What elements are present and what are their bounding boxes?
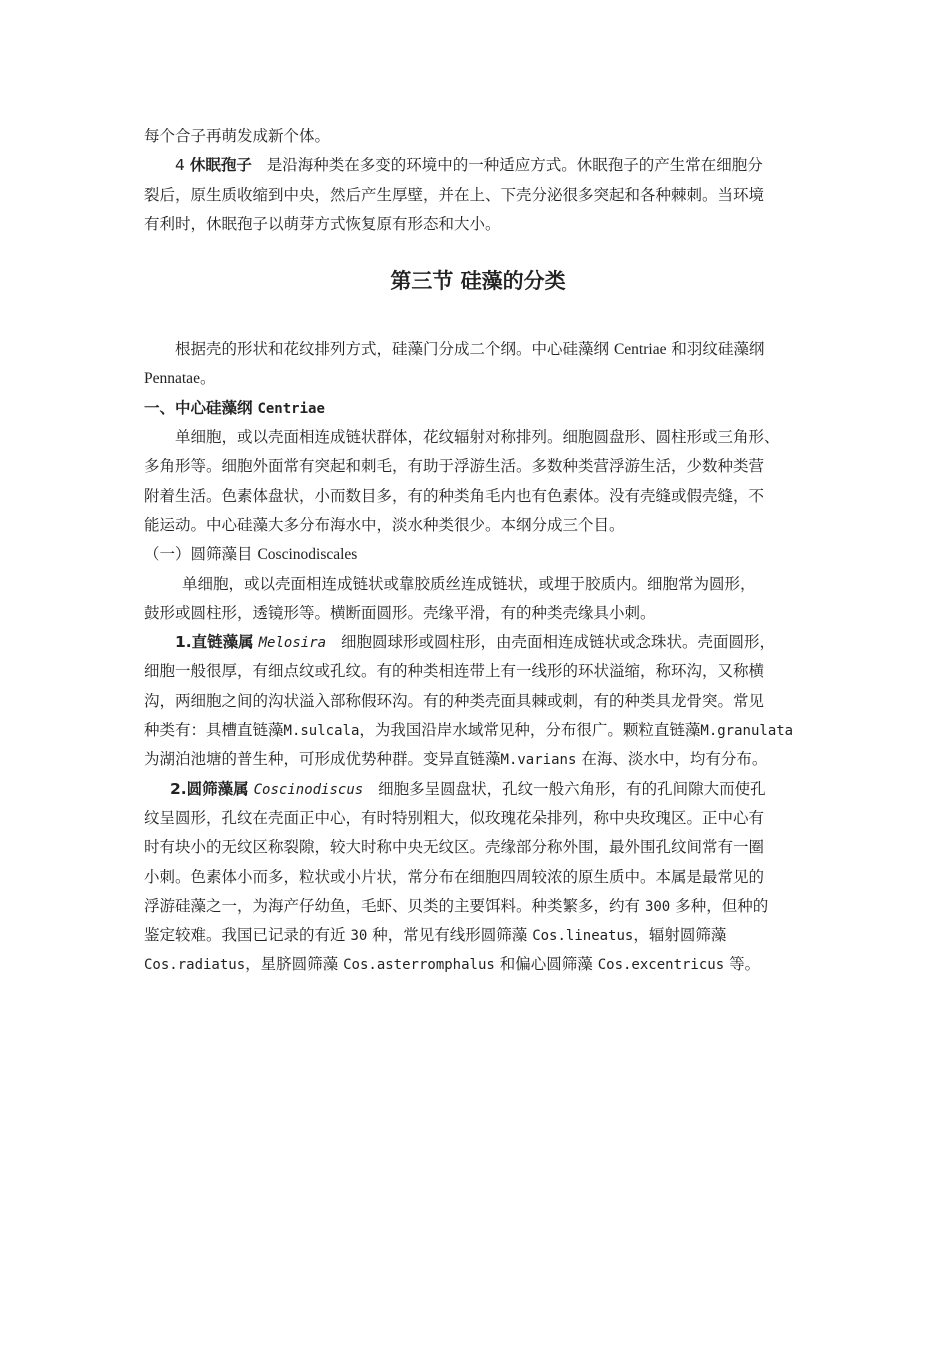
paragraph-line — [144, 210, 812, 239]
body-text: 纹呈圆形，孔纹在壳面正中心，有时特别粗大，似玫瑰花朵排列，称中央玫瑰区。正中心有 — [144, 808, 765, 827]
paragraph-line — [144, 921, 812, 950]
body-text: 浮游硅藻之一，为海产仔幼鱼，毛虾、贝类的主要饵料。种类繁多，约有 — [144, 896, 641, 915]
genus-latin: Coscinodiscus — [253, 781, 364, 798]
body-text: 单细胞，或以壳面相连成链状群体，花纹辐射对称排列。细胞圆盘形、圆柱形或三角形、 — [175, 428, 780, 447]
paragraph-line — [144, 687, 812, 716]
item-number: 4 — [175, 156, 185, 175]
paragraph-line — [144, 570, 812, 599]
paragraph-line — [144, 452, 812, 481]
heading-latin: Coscinodiscales — [257, 546, 358, 564]
body-text: 细胞多呈圆盘状，孔纹一般六角形，有的孔间隙大而使孔 — [378, 779, 766, 798]
paragraph-line — [144, 863, 812, 892]
body-text: 裂后，原生质收缩到中央，然后产生厚壁，并在上、下壳分泌很多突起和各种棘刺。当环境 — [144, 185, 765, 204]
body-text: 时有块小的无纹区称裂隙，较大时称中央无纹区。壳缘部分称外围，最外围孔纹间常有一圈 — [144, 838, 765, 857]
body-text: 附着生活。色素体盘状，小而数目多，有的种类角毛内也有色素体。没有壳缝或假壳缝，不 — [144, 486, 765, 505]
paragraph-line — [144, 599, 812, 628]
species-name: M.sulcala — [283, 723, 360, 740]
section-title — [144, 265, 812, 297]
body-text: 为湖泊池塘的普生种，可形成优势种群。变异直链藻 — [144, 750, 501, 769]
body-text: 等。 — [729, 955, 761, 974]
body-text: 种，常见有线形圆筛藻 — [372, 926, 528, 945]
body-text: 和羽纹硅藻纲 — [671, 340, 765, 359]
body-text: ，辐射圆筛藻 — [633, 926, 727, 945]
body-text: 细胞一般很厚，有细点纹或孔纹。有的种类相连带上有一线形的环状溢缩，称环沟，又称横 — [144, 662, 765, 681]
body-text: 沟，两细胞之间的沟状溢入部称假环沟。有的种类壳面具棘或刺，有的种类具龙骨突。常见 — [144, 691, 765, 710]
paragraph-line — [144, 181, 812, 210]
body-text: 根据壳的形状和花纹排列方式，硅藻门分成二个纲。中心硅藻纲 — [175, 340, 610, 359]
latin-name: Pennatae — [144, 370, 200, 388]
body-text: 细胞圆球形或圆柱形，由壳面相连成链状或念珠状。壳面圆形， — [341, 633, 776, 652]
paragraph-line — [144, 423, 812, 452]
species-name: Cos.lineatus — [532, 928, 634, 945]
body-text: 多角形等。细胞外面常有突起和刺毛，有助于浮游生活。多数种类营浮游生活，少数种类营 — [144, 457, 765, 476]
paragraph-line — [144, 657, 812, 686]
paragraph-line — [144, 482, 812, 511]
body-text: 。 — [199, 369, 216, 388]
paragraph-line — [144, 716, 812, 745]
paragraph-line — [144, 335, 812, 364]
body-text: 每个合子再萌发成新个体。 — [144, 127, 331, 145]
body-text: 有利时，休眠孢子以萌芽方式恢复原有形态和大小。 — [144, 214, 501, 233]
body-text: ，为我国沿岸水域常见种，分布很广。颗粒直链藻 — [359, 721, 701, 740]
species-name: Cos.asterromphalus — [343, 957, 495, 974]
paragraph-line — [144, 950, 812, 979]
genus-latin: Melosira — [258, 635, 327, 652]
paragraph-line — [144, 804, 812, 833]
species-name: M.varians — [500, 752, 577, 769]
paragraph-line — [144, 833, 812, 862]
section-title-text: 第三节 硅藻的分类 — [390, 269, 566, 294]
body-text: 是沿海种类在多变的环境中的一种适应方式。休眠孢子的产生常在细胞分 — [266, 156, 763, 175]
number-value: 30 — [350, 928, 368, 945]
body-text: 鼓形或圆柱形，透镜形等。横断面圆形。壳缘平滑，有的种类壳缘具小刺。 — [144, 603, 656, 622]
body-text: 鉴定较难。我国已记录的有近 — [144, 926, 346, 945]
body-text: 种类有：具槽直链藻 — [144, 721, 284, 740]
body-text: 在海、淡水中，均有分布。 — [581, 750, 768, 769]
body-text: 单细胞，或以壳面相连成链状或靠胶质丝连成链状，或埋于胶质内。细胞常为圆形， — [182, 574, 756, 593]
heading-latin: Centriae — [257, 400, 325, 417]
paragraph-line — [144, 151, 812, 180]
latin-name: Centriae — [613, 341, 667, 359]
order-heading — [144, 540, 812, 569]
species-name: M.granulata — [700, 723, 794, 740]
body-text: ，星脐圆筛藻 — [245, 955, 339, 974]
genus-heading: 1.直链藻属 — [175, 633, 254, 652]
genus-heading: 2.圆筛藻属 — [170, 779, 249, 798]
paragraph-line — [144, 364, 812, 393]
term-heading: 休眠孢子 — [189, 156, 252, 175]
body-text: 能运动。中心硅藻大多分布海水中，淡水种类很少。本纲分成三个目。 — [144, 515, 625, 534]
page-content — [144, 122, 812, 980]
species-name: Cos.radiatus — [144, 957, 246, 974]
heading-text: 一、中心硅藻纲 — [144, 398, 253, 417]
paragraph-line — [144, 775, 812, 804]
paragraph-line — [144, 511, 812, 540]
paragraph-line — [144, 628, 812, 657]
paragraph-line — [144, 122, 812, 151]
species-name: Cos.excentricus — [597, 957, 725, 974]
number-value: 300 — [644, 898, 671, 915]
body-text: 小刺。色素体小而多，粒状或小片状，常分布在细胞四周较浓的原生质中。本属是最常见的 — [144, 867, 765, 886]
body-text: 和偏心圆筛藻 — [499, 955, 593, 974]
heading-text: （一）圆筛藻目 — [144, 545, 253, 564]
body-text: 多种，但种的 — [675, 896, 769, 915]
paragraph-line — [144, 892, 812, 921]
subsection-heading — [144, 394, 812, 423]
paragraph-line — [144, 745, 812, 774]
